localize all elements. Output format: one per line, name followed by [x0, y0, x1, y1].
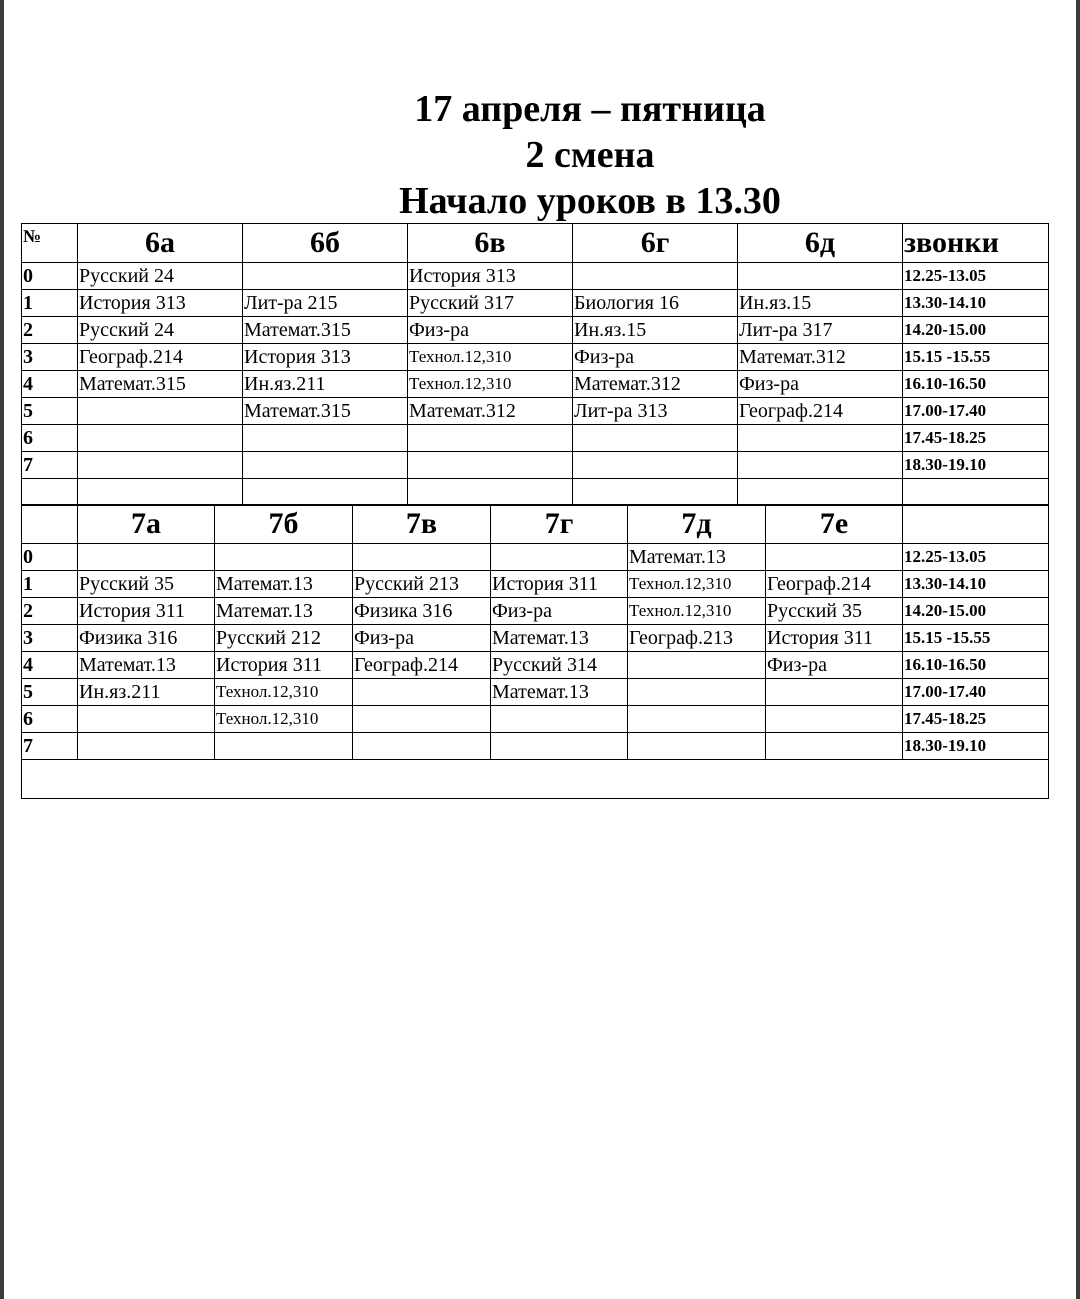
lesson-cell: [573, 263, 738, 290]
lesson-cell: Математ.312: [408, 398, 573, 425]
class-header: 7г: [491, 505, 628, 544]
lesson-cell: Математ.13: [491, 679, 628, 706]
lesson-cell: Математ.315: [243, 317, 408, 344]
lesson-cell: Русский 314: [491, 652, 628, 679]
lesson-cell: История 311: [766, 625, 903, 652]
class-header: 6г: [573, 224, 738, 263]
lesson-number: 6: [22, 706, 78, 733]
lesson-cell: Ин.яз.15: [573, 317, 738, 344]
lesson-cell: [78, 706, 215, 733]
bell-time: 13.30-14.10: [903, 571, 1049, 598]
lesson-cell: [353, 706, 491, 733]
bell-time: 17.45-18.25: [903, 425, 1049, 452]
table-row-spacer: [22, 760, 1049, 799]
lesson-cell: [766, 733, 903, 760]
class-header: 6д: [738, 224, 903, 263]
number-header: №: [22, 224, 78, 263]
lesson-cell: Русский 24: [78, 263, 243, 290]
lesson-cell: [353, 679, 491, 706]
lesson-cell: [353, 733, 491, 760]
bell-time: 17.00-17.40: [903, 679, 1049, 706]
lesson-cell: Физ-ра: [766, 652, 903, 679]
table-row: [22, 317, 1049, 344]
lesson-cell: [766, 679, 903, 706]
lesson-cell: Технол.12,310: [215, 679, 353, 706]
bells-header: звонки: [903, 224, 1049, 263]
lesson-cell: Технол.12,310: [408, 344, 573, 371]
lesson-cell: Математ.312: [738, 344, 903, 371]
lesson-number: 2: [22, 598, 78, 625]
lesson-cell: [738, 263, 903, 290]
lesson-cell: Лит-ра 317: [738, 317, 903, 344]
lesson-cell: [215, 544, 353, 571]
lesson-cell: [573, 425, 738, 452]
lesson-cell: История 311: [215, 652, 353, 679]
lesson-cell: [766, 706, 903, 733]
lesson-cell: [491, 544, 628, 571]
lesson-cell: [408, 452, 573, 479]
bell-time: 12.25-13.05: [903, 263, 1049, 290]
lesson-cell: Лит-ра 215: [243, 290, 408, 317]
bell-time: 14.20-15.00: [903, 317, 1049, 344]
table-row-spacer: [22, 479, 1049, 506]
class-header: 7а: [78, 505, 215, 544]
lesson-cell: [78, 398, 243, 425]
number-header-empty: [22, 505, 78, 544]
lesson-cell: История 313: [243, 344, 408, 371]
lesson-cell: [738, 452, 903, 479]
table-row: [22, 706, 1049, 733]
table-row: [22, 679, 1049, 706]
lesson-cell: Физ-ра: [408, 317, 573, 344]
lesson-cell: Русский 24: [78, 317, 243, 344]
lesson-cell: Технол.12,310: [628, 598, 766, 625]
lesson-cell: [78, 733, 215, 760]
lesson-cell: [408, 425, 573, 452]
bell-time: 16.10-16.50: [903, 652, 1049, 679]
table-row: [22, 733, 1049, 760]
bell-time: 15.15 -15.55: [903, 344, 1049, 371]
table-row: [22, 598, 1049, 625]
lesson-number: 0: [22, 263, 78, 290]
lesson-cell: Русский 213: [353, 571, 491, 598]
lesson-cell: Русский 317: [408, 290, 573, 317]
lesson-cell: [628, 679, 766, 706]
table-row: [22, 652, 1049, 679]
lesson-cell: Физ-ра: [353, 625, 491, 652]
lesson-cell: [243, 263, 408, 290]
lesson-cell: Биология 16: [573, 290, 738, 317]
lesson-cell: Математ.13: [628, 544, 766, 571]
lesson-number: 7: [22, 733, 78, 760]
lesson-cell: Математ.315: [243, 398, 408, 425]
lesson-number: 4: [22, 371, 78, 398]
lesson-cell: Математ.315: [78, 371, 243, 398]
lesson-number: 0: [22, 544, 78, 571]
class-header: 7е: [766, 505, 903, 544]
heading-start-time: Начало уроков в 13.30: [399, 180, 781, 222]
lesson-cell: Русский 212: [215, 625, 353, 652]
bell-time: 18.30-19.10: [903, 452, 1049, 479]
page-edge-left: [0, 0, 4, 1299]
bell-time: 17.00-17.40: [903, 398, 1049, 425]
lesson-cell: Физика 316: [353, 598, 491, 625]
lesson-number: 5: [22, 679, 78, 706]
lesson-cell: [491, 733, 628, 760]
lesson-cell: Географ.214: [766, 571, 903, 598]
table-row: [22, 571, 1049, 598]
lesson-cell: [215, 733, 353, 760]
lesson-cell: [628, 706, 766, 733]
bell-time: 12.25-13.05: [903, 544, 1049, 571]
table-header-row: [22, 224, 1049, 263]
lesson-cell: История 313: [408, 263, 573, 290]
bell-time: 18.30-19.10: [903, 733, 1049, 760]
lesson-cell: Физ-ра: [573, 344, 738, 371]
class-header: 7б: [215, 505, 353, 544]
table-row: [22, 290, 1049, 317]
lesson-cell: [78, 544, 215, 571]
lesson-cell: Технол.12,310: [628, 571, 766, 598]
bell-time: 14.20-15.00: [903, 598, 1049, 625]
lesson-cell: Ин.яз.211: [243, 371, 408, 398]
lesson-cell: Географ.214: [738, 398, 903, 425]
lesson-cell: Ин.яз.15: [738, 290, 903, 317]
lesson-cell: Физ-ра: [491, 598, 628, 625]
bell-time: 15.15 -15.55: [903, 625, 1049, 652]
lesson-cell: [243, 452, 408, 479]
class-header: 6в: [408, 224, 573, 263]
lesson-cell: Ин.яз.211: [78, 679, 215, 706]
class-header: 7в: [353, 505, 491, 544]
lesson-cell: [78, 452, 243, 479]
lesson-number: 5: [22, 398, 78, 425]
lesson-cell: [766, 544, 903, 571]
schedule-heading: [300, 86, 880, 224]
lesson-cell: Географ.213: [628, 625, 766, 652]
class-header: 6а: [78, 224, 243, 263]
page-edge-right: [1076, 0, 1080, 1299]
lesson-cell: [573, 452, 738, 479]
lesson-cell: Математ.13: [215, 598, 353, 625]
lesson-cell: Математ.312: [573, 371, 738, 398]
lesson-cell: [738, 425, 903, 452]
lesson-cell: Физ-ра: [738, 371, 903, 398]
lesson-number: 1: [22, 571, 78, 598]
table-row: [22, 625, 1049, 652]
heading-shift: 2 смена: [525, 134, 655, 176]
lesson-cell: История 313: [78, 290, 243, 317]
lesson-number: 6: [22, 425, 78, 452]
lesson-cell: Математ.13: [215, 571, 353, 598]
table-row: [22, 425, 1049, 452]
lesson-cell: История 311: [78, 598, 215, 625]
lesson-cell: Лит-ра 313: [573, 398, 738, 425]
lesson-cell: Математ.13: [78, 652, 215, 679]
class-header: 6б: [243, 224, 408, 263]
bell-time: 13.30-14.10: [903, 290, 1049, 317]
lesson-number: 7: [22, 452, 78, 479]
table-row: [22, 371, 1049, 398]
lesson-cell: Географ.214: [353, 652, 491, 679]
lesson-cell: [353, 544, 491, 571]
table-row: [22, 398, 1049, 425]
lesson-number: 4: [22, 652, 78, 679]
table-row: [22, 452, 1049, 479]
lesson-number: 2: [22, 317, 78, 344]
bells-header-empty: [903, 505, 1049, 544]
heading-date: 17 апреля – пятница: [414, 88, 766, 130]
lesson-cell: [628, 733, 766, 760]
lesson-number: 3: [22, 344, 78, 371]
lesson-cell: [78, 425, 243, 452]
lesson-cell: Русский 35: [766, 598, 903, 625]
bell-time: 17.45-18.25: [903, 706, 1049, 733]
lesson-cell: Русский 35: [78, 571, 215, 598]
table-header-row: [22, 505, 1049, 544]
grade6-rows: [22, 263, 1049, 479]
lesson-number: 3: [22, 625, 78, 652]
lesson-cell: Физика 316: [78, 625, 215, 652]
lesson-cell: Математ.13: [491, 625, 628, 652]
lesson-cell: [628, 652, 766, 679]
table-row: [22, 344, 1049, 371]
table-row: [22, 263, 1049, 290]
lesson-cell: [491, 706, 628, 733]
grade7-rows: [22, 544, 1049, 760]
table-row: [22, 544, 1049, 571]
schedule-table-grade7: [21, 504, 1049, 799]
schedule-table-grade6: [21, 223, 1049, 506]
bell-time: 16.10-16.50: [903, 371, 1049, 398]
lesson-cell: История 311: [491, 571, 628, 598]
class-header: 7д: [628, 505, 766, 544]
lesson-cell: Географ.214: [78, 344, 243, 371]
lesson-cell: [243, 425, 408, 452]
lesson-cell: Технол.12,310: [215, 706, 353, 733]
lesson-cell: Технол.12,310: [408, 371, 573, 398]
lesson-number: 1: [22, 290, 78, 317]
